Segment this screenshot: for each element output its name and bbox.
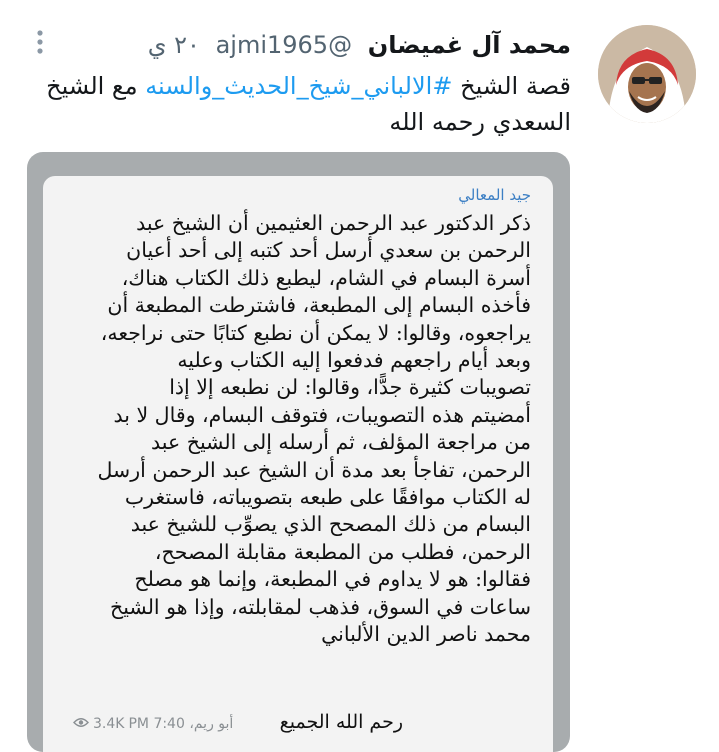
message-line: من مراجعة المؤلف، ثم أرسله إلى الشيخ عبد [151, 430, 531, 455]
tweet-text-before: قصة الشيخ [452, 72, 571, 100]
message-line: وبعد أيام راجعهم فدفعوا إليه الكتاب وعليه [177, 348, 531, 373]
author-name[interactable]: محمد آل غميضان [367, 31, 571, 59]
tweet-header [148, 30, 571, 60]
eye-icon [73, 717, 89, 732]
message-closing: رحم الله الجميع [279, 711, 403, 733]
hashtag-link[interactable]: #الالباني_شيخ_الحديث_والسنه [145, 72, 453, 100]
message-line: محمد ناصر الدين الألباني [321, 622, 531, 647]
message-line: أمضيتم هذه التصويبات، فتوقف البسام، وقال لا بد [113, 402, 531, 427]
message-line: الرحمن، فطلب من المطبعة مقابلة المصحح، [154, 539, 531, 564]
view-count: 3.4K [93, 716, 125, 732]
message-line: ساعات في السوق، فذهب لمقابلته، وإذا هو الشيخ [109, 594, 531, 619]
message-line: له الكتاب موافقًا على طبعه بتصويباته، فاستغرب [124, 485, 531, 510]
message-bubble [43, 176, 553, 752]
message-sender: جيد المعالي [458, 186, 531, 204]
message-timestamp: أبو ريم، 7:40 PM [128, 716, 234, 732]
message-line: فقالوا: هو لا يداوم في المطبعة، وإنما هو مصلح [134, 567, 531, 592]
tweet-text [41, 68, 571, 140]
message-line: تصويبات كثيرة جدًّا، وقالوا: لن نطبعه إلا إذا [169, 375, 531, 400]
tweet-media-image[interactable] [27, 152, 570, 752]
message-line: الرحمن، تفاجأ بعد مدة أن الشيخ عبد الرحمن أرسل [97, 457, 531, 482]
avatar[interactable] [598, 25, 696, 123]
message-meta [73, 716, 233, 732]
message-line: يراجعوه، وقالوا: لا يمكن أن نطبع كتابًا حتى نراجعه، [100, 320, 531, 345]
message-line: البسام من ذلك المصحح الذي يصوِّب للشيخ عبد [130, 512, 531, 537]
message-line: فأخذه البسام إلى المطبعة، فاشترطت المطبعة أن [107, 293, 531, 318]
message-line: الرحمن بن سعدي أرسل أحد كتبه إلى أحد أعيان [126, 238, 531, 263]
more-vertical-icon[interactable] [30, 28, 50, 58]
tweet-time[interactable]: ٢٠ ي [147, 31, 200, 59]
author-handle[interactable]: @ajmi1965 [215, 31, 353, 59]
message-body [51, 210, 531, 649]
tweet-text-after: مع الشيخ السعدي رحمه الله [46, 72, 571, 136]
message-line: أسرة البسام في الشام، ليطبع ذلك الكتاب هناك، [121, 265, 531, 290]
message-line: ذكر الدكتور عبد الرحمن العثيمين أن الشيخ عبد [136, 211, 531, 235]
